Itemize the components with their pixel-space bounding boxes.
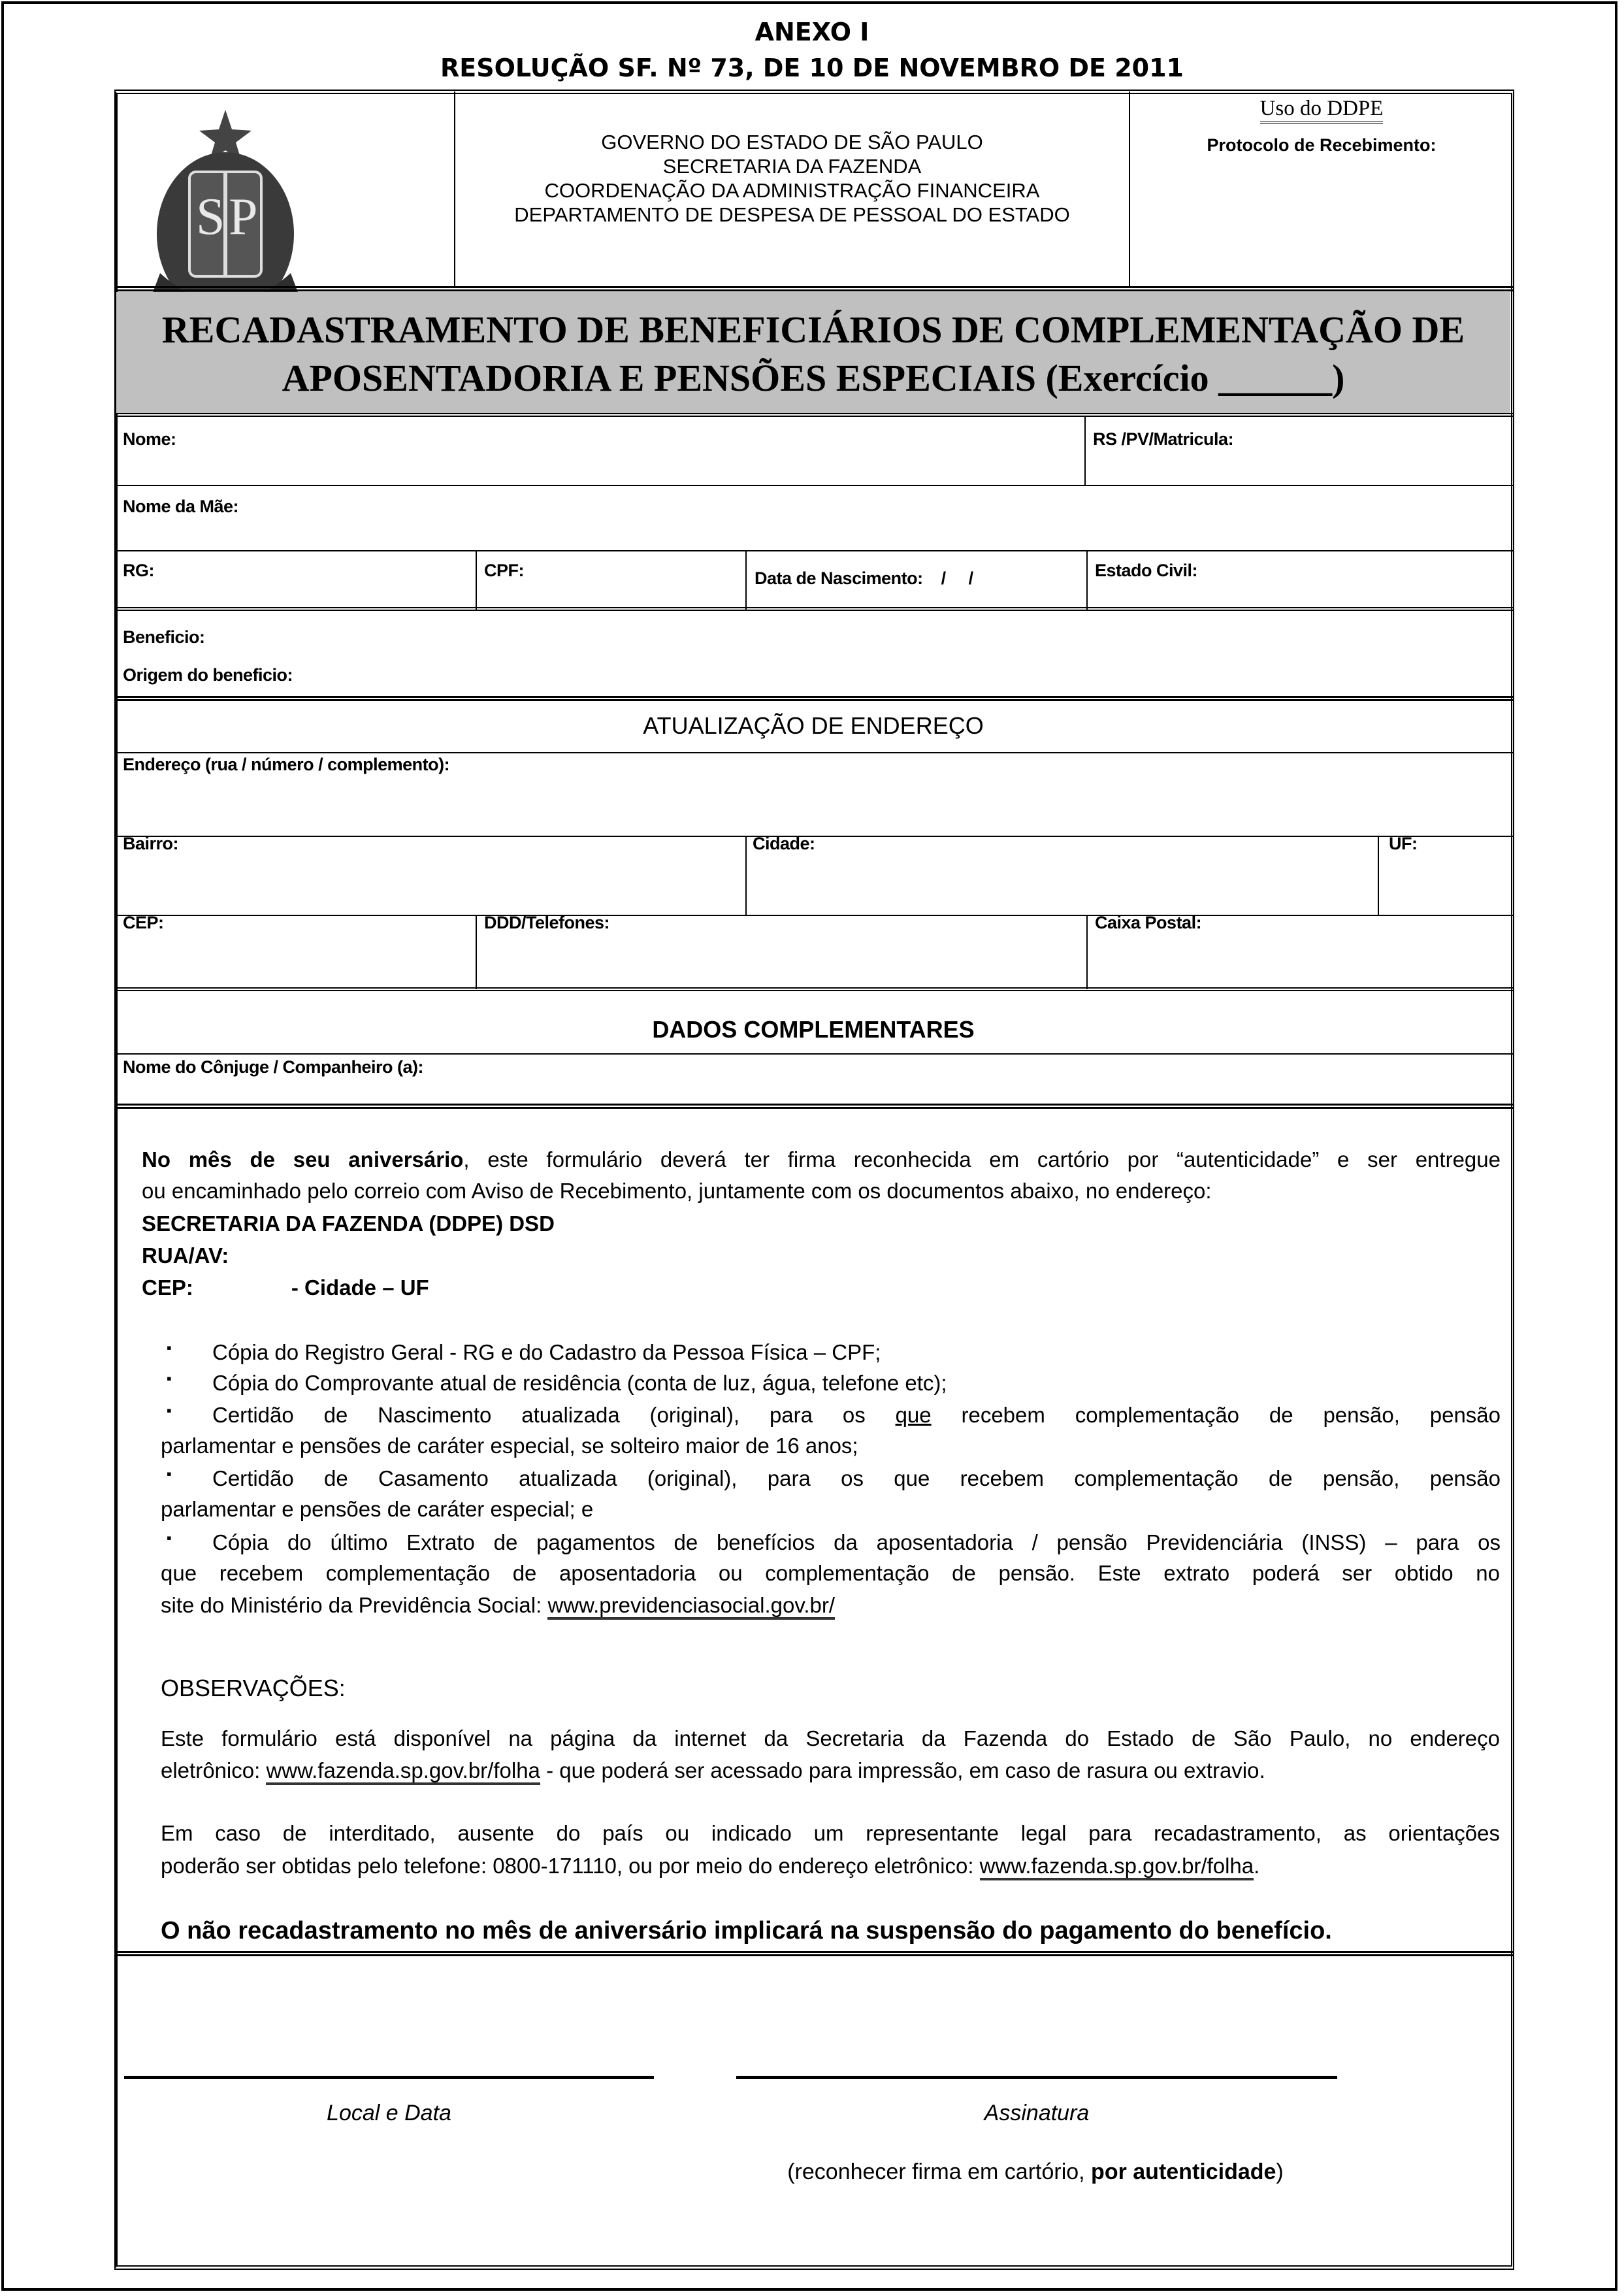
previdencia-link[interactable]: www.previdenciasocial.gov.br/ (547, 1593, 835, 1620)
delivery-address-line: RUA/AV: (142, 1243, 229, 1268)
signature-label: Assinatura (984, 2101, 1090, 2125)
rule (114, 752, 1514, 753)
address-section-title: ATUALIZAÇÃO DE ENDEREÇO (643, 712, 984, 739)
agency-block (455, 130, 1129, 227)
divider (745, 551, 747, 610)
rule (114, 607, 1514, 611)
delivery-address-line: CEP: - Cidade – UF (142, 1275, 429, 1300)
rule (114, 1053, 1514, 1055)
rule (114, 286, 1514, 291)
local-data-line[interactable] (124, 2076, 654, 2079)
document-item: Cópia do último Extrato de pagamentos de benefícios da aposentadoria / pensão Previdenciária (INSS) – para os (212, 1530, 1501, 1554)
form-title: RECADASTRAMENTO DE BENEFICIÁRIOS DE COMPLEMENTAÇÃO DE APOSENTADORIA E PENSÕES ESPECIAIS (Exercício ______) (161, 308, 1465, 399)
matricula-field[interactable]: RS /PV/Matricula: (1093, 429, 1234, 449)
nome-mae-field[interactable]: Nome da Mãe: (123, 497, 239, 516)
resolution-title: RESOLUÇÃO SF. Nº 73, DE 10 DE NOVEMBRO DE 2011 (440, 54, 1184, 82)
rule (114, 485, 1514, 486)
fazenda-folha-link[interactable]: www.fazenda.sp.gov.br/folha (980, 1854, 1254, 1880)
notarize-note: (reconhecer firma em cartório, por autenticidade) (787, 2159, 1284, 2184)
fazenda-folha-link[interactable]: www.fazenda.sp.gov.br/folha (266, 1758, 540, 1785)
document-item-cont: site do Ministério da Previdência Social: www.previdenciasocial.gov.br/ (161, 1589, 835, 1621)
data-nascimento-field[interactable]: Data de Nascimento: / / (755, 568, 973, 588)
divider (1378, 836, 1379, 915)
divider (1086, 551, 1088, 610)
document-item-cont: parlamentar e pensões de caráter especial; e (161, 1497, 594, 1521)
endereco-field[interactable]: Endereço (rua / número / complemento): (123, 755, 450, 774)
bullet-icon: ▪ (167, 1530, 172, 1546)
delivery-address-line: SECRETARIA DA FAZENDA (DDPE) DSD (142, 1211, 555, 1236)
complementary-section-title: DADOS COMPLEMENTARES (652, 1016, 975, 1043)
observations-title: OBSERVAÇÕES: (161, 1675, 346, 1701)
observation-line: Em caso de interditado, ausente do país ou indicado um representante legal para recadastramento, as orientações (161, 1821, 1500, 1845)
bairro-field[interactable]: Bairro: (123, 834, 179, 853)
rule (114, 696, 1514, 701)
protocol-label: Protocolo de Recebimento: (1207, 135, 1437, 155)
rule (114, 1951, 1514, 1956)
signature-line[interactable] (736, 2076, 1337, 2079)
annex-title: ANEXO I (755, 18, 869, 46)
nome-field[interactable]: Nome: (123, 429, 176, 449)
rule (114, 1104, 1514, 1109)
bullet-icon: ▪ (167, 1339, 172, 1356)
agency-line: GOVERNO DO ESTADO DE SÃO PAULO (601, 131, 983, 154)
divider (1084, 417, 1086, 485)
bullet-icon: ▪ (167, 1466, 172, 1482)
conjuge-field[interactable]: Nome do Cônjuge / Companheiro (a): (123, 1057, 423, 1077)
agency-line: SECRETARIA DA FAZENDA (662, 155, 922, 178)
rule (114, 550, 1514, 551)
divider (745, 836, 747, 915)
divider (476, 915, 477, 989)
cpf-field[interactable]: CPF: (484, 561, 524, 580)
agency-line: COORDENAÇÃO DA ADMINISTRAÇÃO FINANCEIRA (544, 179, 1040, 202)
office-use-title: Uso do DDPE (1129, 97, 1514, 121)
rule (114, 915, 1514, 916)
svg-text:P: P (229, 188, 258, 246)
document-item-cont: que recebem complementação de aposentadoria ou complementação de pensão. Este extrato poderá ser obtido no (161, 1561, 1500, 1585)
divider (476, 551, 477, 610)
telefones-field[interactable]: DDD/Telefones: (484, 913, 610, 932)
bullet-icon: ▪ (167, 1370, 172, 1386)
suspension-warning: O não recadastramento no mês de aniversário implicará na suspensão do pagamento do benefício. (161, 1917, 1332, 1944)
local-data-label: Local e Data (327, 2101, 451, 2125)
beneficio-field[interactable]: Beneficio: (123, 627, 205, 647)
uf-field[interactable]: UF: (1389, 834, 1418, 853)
observation-line: Este formulário está disponível na página da internet da Secretaria da Fazenda do Estado de São Paulo, no endereço (161, 1726, 1500, 1750)
rg-field[interactable]: RG: (123, 561, 154, 580)
rule (114, 987, 1514, 991)
exercicio-field[interactable]: (Exercício ______) (1045, 357, 1345, 399)
document-item: Cópia do Registro Geral - RG e do Cadastro da Pessoa Física – CPF; (212, 1340, 881, 1364)
document-item: Certidão de Casamento atualizada (original), para os que recebem complementação de pensão, pensão (212, 1466, 1501, 1490)
instructions-line: No mês de seu aniversário, este formulário deverá ter firma reconhecida em cartório por “autenticidade” e ser entregue (142, 1147, 1501, 1172)
estado-civil-field[interactable]: Estado Civil: (1095, 561, 1198, 580)
document-item-cont: parlamentar e pensões de caráter especial, se solteiro maior de 16 anos; (161, 1434, 858, 1458)
observation-line: eletrônico: www.fazenda.sp.gov.br/folha - que poderá ser acessado para impressão, em caso de rasura ou extravio. (161, 1754, 1265, 1786)
cep-field[interactable]: CEP: (123, 913, 164, 932)
caixa-postal-field[interactable]: Caixa Postal: (1095, 913, 1202, 932)
rule (114, 413, 1514, 417)
divider (1086, 915, 1088, 989)
instructions-line: ou encaminhado pelo correio com Aviso de Recebimento, juntamente com os documentos abaixo, no endereço: (142, 1179, 1212, 1203)
observation-line: poderão ser obtidas pelo telefone: 0800-171110, ou por meio do endereço eletrônico: www.fazenda.sp.gov.br/folha. (161, 1850, 1259, 1882)
agency-line: DEPARTAMENTO DE DESPESA DE PESSOAL DO ESTADO (514, 203, 1070, 226)
origem-beneficio-field[interactable]: Origem do beneficio: (123, 665, 293, 685)
svg-text:S: S (196, 188, 225, 246)
cidade-field[interactable]: Cidade: (753, 834, 815, 853)
bullet-icon: ▪ (167, 1402, 172, 1419)
document-item: Cópia do Comprovante atual de residência (conta de luz, água, telefone etc); (212, 1371, 947, 1395)
document-item: Certidão de Nascimento atualizada (original), para os que recebem complementação de pensão, pensão (212, 1403, 1501, 1427)
